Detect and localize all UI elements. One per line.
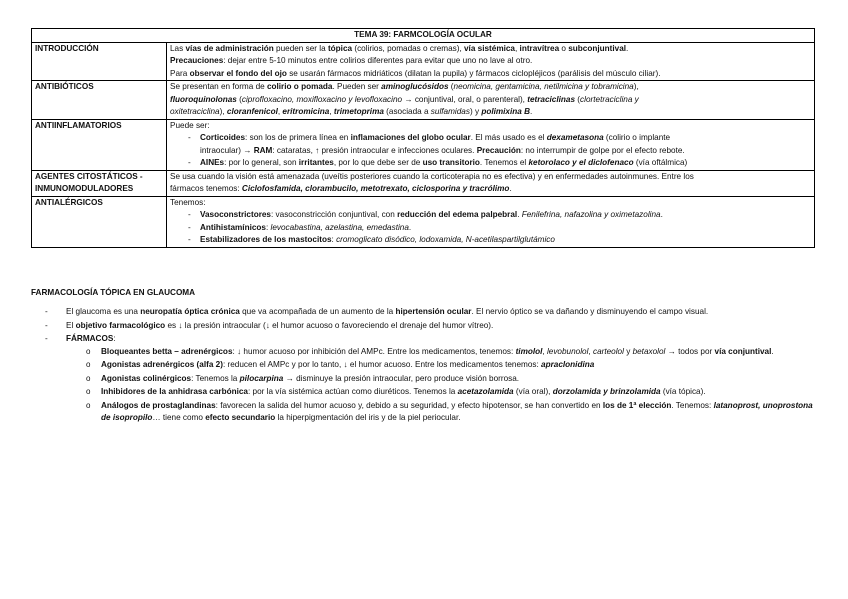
row-content: [167, 42, 815, 81]
table-title: TEMA 39: FARMCOLOGÍA OCULAR: [32, 29, 815, 43]
bullet-list: [170, 209, 811, 247]
bullet-list: [170, 132, 811, 170]
list-item: - FÁRMACOS: o Bloqueantes betta – adrenérgicos: ↓ humor acuoso por inhibición del AMPc. Entre los medicamentos, tenemos: timolol, levobunolol, carteolol y betaxolol → todos por vía conjuntival. o Agonistas adrenérgicos (alfa 2): reducen el AMPc y por lo tanto, ↓ el humor acuoso. Entre los medicamentos tenemos: apraclonidina o Agonistas colinérgicos: Tenemos la pilocarpina → disminuye la presión intraocular, pero produce visión borrosa. o Inhibidores de la anhidrasa carbónica: por la vía sistémica actúan como diuréticos. Tenemos la acetazolamida (vía oral), dorzolamida y brinzolamida (vía tópica). o Análogos de prostaglandinas: favorecen la salida del humor acuoso y, debido a su seguridad, y efecto hipotensor, se han convertido en los de 1ª elección. Tenemos: latanoprost, unoprostona de isopropilo… tiene como efecto secundario la hiperpigmentación del iris y de la piel periocular.: [31, 333, 815, 425]
row-content: [167, 196, 815, 247]
row-antiinflamatorios: [32, 119, 815, 170]
row-label: INTRODUCCIÓN: [32, 42, 167, 81]
drug-item: o Inhibidores de la anhidrasa carbónica: por la vía sistémica actúan como diuréticos. Tenemos la acetazolamida (vía oral), dorzolamida y brinzolamida (vía tópica).: [66, 386, 815, 399]
row-content: [167, 170, 815, 196]
drug-list: [66, 346, 815, 425]
text-line: Precauciones: dejar entre 5-10 minutos entre colirios diferentes para evitar que uno no lave al otro.: [170, 56, 533, 65]
row-antibioticos: [32, 81, 815, 120]
text-line: Tenemos:: [170, 197, 206, 207]
row-antialergicos: [32, 196, 815, 247]
list-item: - El glaucoma es una neuropatía óptica crónica que va acompañada de un aumento de la hipertensión ocular. El nervio óptico se va dañando y disminuyendo el campo visual.: [31, 306, 815, 319]
drug-item: o Agonistas colinérgicos: Tenemos la pilocarpina → disminuye la presión intraocular, pero produce visión borrosa.: [66, 373, 815, 386]
text-line: Para observar el fondo del ojo se usarán fármacos midriáticos (dilatan la pupila) y fármacos ciclopléjicos (parálisis del músculo ciliar).: [170, 68, 661, 78]
row-label: ANTIALÉRGICOS: [32, 196, 167, 247]
row-label: AGENTES CITOSTÁTICOS - INMUNOMODULADORES: [32, 170, 167, 196]
drug-item: o Agonistas adrenérgicos (alfa 2): reducen el AMPc y por lo tanto, ↓ el humor acuoso. Entre los medicamentos tenemos: apraclonidina: [66, 359, 815, 372]
list-item: - Estabilizadores de los mastocitos: cromoglicato disódico, lodoxamida, N-acetilaspartilglutámico: [170, 234, 811, 247]
text-line: Se presentan en forma de colirio o pomada. Pueden ser aminoglucósidos (neomicina, gentamicina, netilmicina y tobramicina),: [170, 82, 639, 91]
row-content: [167, 81, 815, 120]
text-line: fármacos tenemos: Ciclofosfamida, clorambucilo, metotrexato, ciclosporina y tracrólimo.: [170, 184, 512, 193]
list-item: - Antihistamínicos: levocabastina, azelastina, emedastina.: [170, 222, 811, 235]
drug-item: o Análogos de prostaglandinas: favorecen la salida del humor acuoso y, debido a su seguridad, y efecto hipotensor, se han convertido en los de 1ª elección. Tenemos: latanoprost, unoprostona de isopropilo… tiene como efecto secundario la hiperpigmentación del iris y de la piel periocular.: [66, 400, 815, 425]
glaucoma-section: [31, 306, 815, 426]
list-item: - Vasoconstrictores: vasoconstricción conjuntival, con reducción del edema palpebral. Fenilefrina, nafazolina y oximetazolina.: [170, 209, 811, 222]
list-item: - El objetivo farmacológico es ↓ la presión intraocular (↓ el humor acuoso o favoreciendo el drenaje del humor vítreo).: [31, 320, 815, 333]
list-item: - AINEs: por lo general, son irritantes, por lo que debe ser de uso transitorio. Tenemos el ketorolaco y el diclofenaco (vía oftálmica): [170, 157, 811, 170]
list-item: - Corticoides: son los de primera línea en inflamaciones del globo ocular. El más usado es el dexametasona (colirio o implante intraocular) → RAM: cataratas, ↑ presión intraocular e infecciones oculares. Precaución: no interrumpir de golpe por el efecto rebote.: [170, 132, 811, 157]
row-content: [167, 119, 815, 170]
text-line: Puede ser:: [170, 120, 210, 130]
text-line: oxitetraciclina), cloranfenicol, eritromicina, trimetoprima (asociada a sulfamidas) y polimixina B.: [170, 107, 533, 116]
row-citostaticos: [32, 170, 815, 196]
row-introduccion: [32, 42, 815, 81]
section-title: FARMACOLOGÍA TÓPICA EN GLAUCOMA: [31, 288, 196, 297]
drug-item: o Bloqueantes betta – adrenérgicos: ↓ humor acuoso por inhibición del AMPc. Entre los medicamentos, tenemos: timolol, levobunolol, carteolol y betaxolol → todos por vía conjuntival.: [66, 346, 815, 359]
pharmacology-table: [31, 28, 815, 248]
row-label: ANTIINFLAMATORIOS: [32, 119, 167, 170]
text-line: Se usa cuando la visión está amenazada (uveítis posteriores cuando la corticoterapia no es efectiva) y en enfermedades autoinmunes. Entre los: [170, 171, 694, 181]
row-label: ANTIBIÓTICOS: [32, 81, 167, 120]
text-line: fluoroquinolonas (ciprofloxacino, moxifloxacino y levofloxacino → conjuntival, oral, o parenteral), tetraciclinas (clortetraciclina y: [170, 94, 639, 104]
text-line: Las vías de administración pueden ser la tópica (colirios, pomadas o cremas), vía sistémica, intravítrea o subconjuntival.: [170, 43, 629, 53]
